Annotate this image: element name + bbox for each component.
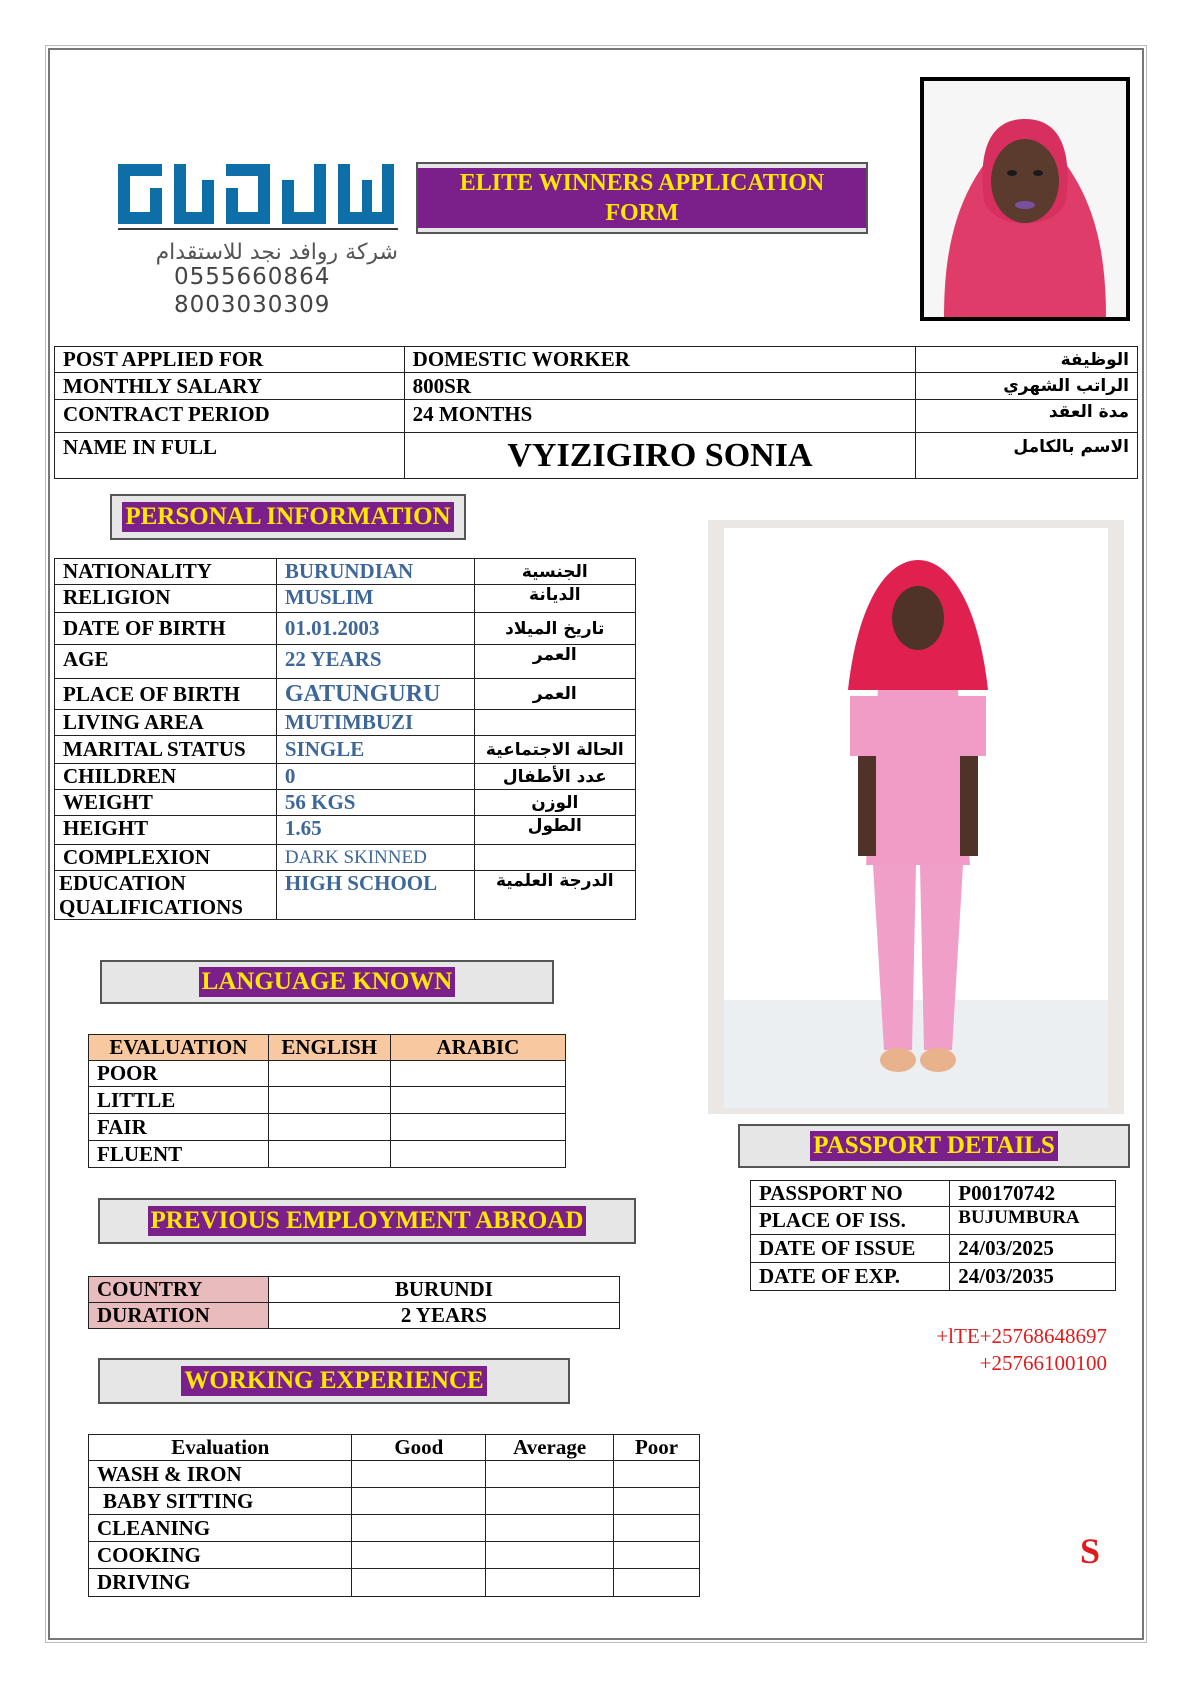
previous-employment-table: [88, 1276, 620, 1329]
field-value: DARK SKINNED: [276, 845, 474, 871]
passport-value: BUJUMBURA: [950, 1207, 1116, 1235]
good-cell: [352, 1488, 486, 1515]
field-arabic-label: الطول: [474, 816, 635, 845]
field-label: AGE: [55, 645, 277, 679]
good-cell: [352, 1542, 486, 1569]
job-value: 24 MONTHS: [404, 400, 916, 433]
company-arabic-name: شركة روافد نجد للاستقدام: [155, 240, 398, 265]
field-value: HIGH SCHOOL: [276, 871, 474, 920]
table-row: [55, 585, 636, 613]
passport-value: 24/03/2025: [950, 1235, 1116, 1263]
job-label: POST APPLIED FOR: [55, 347, 405, 373]
company-phone-1: 0555660864: [174, 264, 331, 290]
average-cell: [486, 1461, 614, 1488]
table-row: [89, 1515, 700, 1542]
passport-label: PLACE OF ISS.: [751, 1207, 950, 1235]
column-header: Good: [352, 1435, 486, 1461]
poor-cell: [614, 1542, 700, 1569]
job-label: MONTHLY SALARY: [55, 373, 405, 400]
company-logo: [118, 160, 398, 232]
table-row: [89, 1087, 566, 1114]
working-experience-table: [88, 1434, 700, 1597]
previous-employment-heading: PREVIOUS EMPLOYMENT ABROAD: [148, 1206, 587, 1236]
field-arabic-label: الحالة الاجتماعية: [474, 736, 635, 764]
table-row: [55, 400, 1138, 433]
average-cell: [486, 1515, 614, 1542]
table-row: [89, 1277, 620, 1303]
field-label: HEIGHT: [55, 816, 277, 845]
table-row: [89, 1141, 566, 1168]
table-row: [55, 871, 636, 920]
english-cell: [268, 1061, 390, 1087]
employment-label: COUNTRY: [89, 1277, 269, 1303]
table-row: [89, 1461, 700, 1488]
column-header: Poor: [614, 1435, 700, 1461]
field-value: SINGLE: [276, 736, 474, 764]
field-value: BURUNDIAN: [276, 559, 474, 585]
table-row: [55, 347, 1138, 373]
good-cell: [352, 1569, 486, 1597]
field-arabic-label: الوزن: [474, 790, 635, 816]
arabic-cell: [390, 1141, 565, 1168]
table-row: [89, 1114, 566, 1141]
table-row: [751, 1263, 1116, 1291]
personal-info-heading: PERSONAL INFORMATION: [122, 502, 453, 532]
table-row: [55, 645, 636, 679]
column-header: ENGLISH: [268, 1035, 390, 1061]
table-header-row: [89, 1035, 566, 1061]
language-level: POOR: [89, 1061, 269, 1087]
job-details-table: [54, 346, 1138, 479]
table-row: [89, 1061, 566, 1087]
field-value: GATUNGURU: [276, 679, 474, 710]
poor-cell: [614, 1569, 700, 1597]
employment-value: 2 YEARS: [268, 1303, 619, 1329]
poor-cell: [614, 1488, 700, 1515]
table-header-row: [89, 1435, 700, 1461]
passport-label: DATE OF ISSUE: [751, 1235, 950, 1263]
passport-table: [750, 1180, 1116, 1291]
employment-label: DURATION: [89, 1303, 269, 1329]
table-row: [55, 845, 636, 871]
table-row: [55, 710, 636, 736]
language-table: [88, 1034, 566, 1168]
field-label: WEIGHT: [55, 790, 277, 816]
field-value: 0: [276, 764, 474, 790]
language-level: FLUENT: [89, 1141, 269, 1168]
poor-cell: [614, 1461, 700, 1488]
table-row: [89, 1542, 700, 1569]
arabic-cell: [390, 1087, 565, 1114]
applicant-portrait-photo: [920, 77, 1130, 321]
field-arabic-label: [474, 710, 635, 736]
education-label: EDUCATION QUALIFICATIONS: [59, 871, 243, 919]
column-header: Average: [486, 1435, 614, 1461]
form-title: ELITE WINNERS APPLICATION FORM: [418, 168, 866, 228]
skill-label: WASH & IRON: [89, 1461, 352, 1488]
field-label: COMPLEXION: [55, 845, 277, 871]
job-label: CONTRACT PERIOD: [55, 400, 405, 433]
applicant-full-name: VYIZIGIRO SONIA: [404, 433, 916, 479]
contact-phone-1: +lTE+25768648697: [936, 1324, 1107, 1348]
field-value: MUSLIM: [276, 585, 474, 613]
table-row: [55, 736, 636, 764]
field-label: PLACE OF BIRTH: [55, 679, 277, 710]
field-label: [55, 871, 277, 920]
column-header: EVALUATION: [89, 1035, 269, 1061]
skill-label: COOKING: [89, 1542, 352, 1569]
poor-cell: [614, 1515, 700, 1542]
average-cell: [486, 1569, 614, 1597]
job-arabic-label: الراتب الشهري: [916, 373, 1138, 400]
table-row: [55, 790, 636, 816]
table-row: [55, 679, 636, 710]
table-row: [55, 764, 636, 790]
field-arabic-label: العمر: [474, 679, 635, 710]
english-cell: [268, 1141, 390, 1168]
personal-info-table: [54, 558, 636, 920]
table-row: [89, 1488, 700, 1515]
field-label: NATIONALITY: [55, 559, 277, 585]
language-heading-box: [100, 960, 554, 1004]
field-arabic-label: العمر: [474, 645, 635, 679]
passport-label: PASSPORT NO: [751, 1181, 950, 1207]
table-row: [751, 1181, 1116, 1207]
field-value: 01.01.2003: [276, 613, 474, 645]
name-label: NAME IN FULL: [55, 433, 405, 479]
field-value: 56 KGS: [276, 790, 474, 816]
job-arabic-label: مدة العقد: [916, 400, 1138, 433]
job-arabic-label: الوظيفة: [916, 347, 1138, 373]
name-arabic-label: الاسم بالكامل: [916, 433, 1138, 479]
field-label: CHILDREN: [55, 764, 277, 790]
table-row: [55, 433, 1138, 479]
language-heading: LANGUAGE KNOWN: [199, 967, 456, 997]
language-level: LITTLE: [89, 1087, 269, 1114]
arabic-cell: [390, 1061, 565, 1087]
english-cell: [268, 1114, 390, 1141]
average-cell: [486, 1542, 614, 1569]
portrait-illustration: [924, 81, 1126, 317]
field-label: RELIGION: [55, 585, 277, 613]
form-title-box: [416, 162, 868, 234]
job-value: 800SR: [404, 373, 916, 400]
average-cell: [486, 1488, 614, 1515]
personal-info-heading-box: [110, 494, 466, 540]
passport-value: P00170742: [950, 1181, 1116, 1207]
field-label: LIVING AREA: [55, 710, 277, 736]
job-value: DOMESTIC WORKER: [404, 347, 916, 373]
field-value: MUTIMBUZI: [276, 710, 474, 736]
field-arabic-label: الدرجة العلمية: [474, 871, 635, 920]
field-arabic-label: الديانة: [474, 585, 635, 613]
working-experience-heading-box: [98, 1358, 570, 1404]
arabic-cell: [390, 1114, 565, 1141]
working-experience-heading: WORKING EXPERIENCE: [181, 1366, 486, 1396]
good-cell: [352, 1515, 486, 1542]
passport-heading-box: [738, 1124, 1130, 1168]
passport-value: 24/03/2035: [950, 1263, 1116, 1291]
column-header: Evaluation: [89, 1435, 352, 1461]
company-phone-2: 8003030309: [174, 292, 331, 318]
field-value: 1.65: [276, 816, 474, 845]
full-body-illustration: [708, 520, 1124, 1114]
employment-value: BURUNDI: [268, 1277, 619, 1303]
table-row: [751, 1207, 1116, 1235]
skill-label: BABY SITTING: [89, 1488, 352, 1515]
field-label: DATE OF BIRTH: [55, 613, 277, 645]
field-arabic-label: عدد الأطفال: [474, 764, 635, 790]
column-header: ARABIC: [390, 1035, 565, 1061]
passport-label: DATE OF EXP.: [751, 1263, 950, 1291]
contact-phone-2: +25766100100: [979, 1351, 1107, 1375]
skill-label: CLEANING: [89, 1515, 352, 1542]
english-cell: [268, 1087, 390, 1114]
skill-label: DRIVING: [89, 1569, 352, 1597]
table-row: [55, 816, 636, 845]
passport-heading: PASSPORT DETAILS: [810, 1131, 1058, 1161]
table-row: [751, 1235, 1116, 1263]
applicant-full-body-photo: [708, 520, 1124, 1114]
field-value: 22 YEARS: [276, 645, 474, 679]
table-row: [55, 613, 636, 645]
language-level: FAIR: [89, 1114, 269, 1141]
field-arabic-label: تاريخ الميلاد: [474, 613, 635, 645]
table-row: [55, 373, 1138, 400]
table-row: [55, 559, 636, 585]
field-label: MARITAL STATUS: [55, 736, 277, 764]
corner-mark: S: [1080, 1531, 1101, 1571]
field-arabic-label: [474, 845, 635, 871]
field-arabic-label: الجنسية: [474, 559, 635, 585]
good-cell: [352, 1461, 486, 1488]
table-row: [89, 1303, 620, 1329]
previous-employment-heading-box: [98, 1198, 636, 1244]
table-row: [89, 1569, 700, 1597]
